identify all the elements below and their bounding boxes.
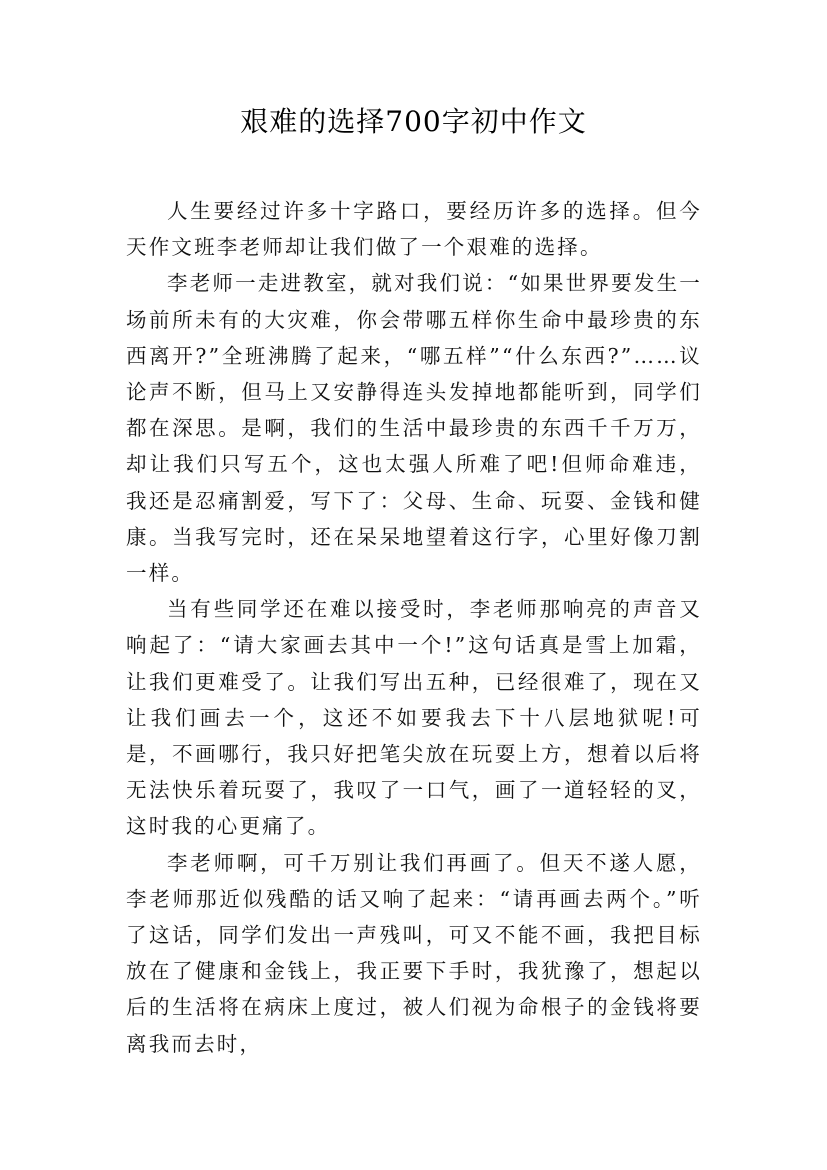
paragraph-4: 李老师啊，可千万别让我们再画了。但天不遂人愿，李老师那近似残酷的话又响了起来：“请再画去两个。”听了这话，同学们发出一声残叫，可又不能不画，我把目标放在了健康和金钱上，我正要下手时，我犹豫了，想起以后的生活将在病床上度过，被人们视为命根子的金钱将要离我而去时， (126, 850, 702, 1056)
document-body (126, 193, 702, 1062)
document-title: 艰难的选择700字初中作文 (240, 105, 587, 138)
paragraph-3: 当有些同学还在难以接受时，李老师那响亮的声音又响起了：“请大家画去其中一个!”这句话真是雪上加霜，让我们更难受了。让我们写出五种，已经很难了，现在又让我们画去一个，这还不如要我去下十八层地狱呢!可是，不画哪行，我只好把笔尖放在玩耍上方，想着以后将无法快乐着玩耍了，我叹了一口气，画了一道轻轻的叉，这时我的心更痛了。 (126, 597, 702, 839)
paragraph-1: 人生要经过许多十字路口，要经历许多的选择。但今天作文班李老师却让我们做了一个艰难的选择。 (126, 199, 702, 260)
paragraph-2: 李老师一走进教室，就对我们说：“如果世界要发生一场前所未有的大灾难，你会带哪五样你生命中最珍贵的东西离开?”全班沸腾了起来，“哪五样”“什么东西?”……议论声不断，但马上又安静得连头发掉地都能听到，同学们都在深思。是啊，我们的生活中最珍贵的东西千千万万，却让我们只写五个，这也太强人所难了吧!但师命难违，我还是忍痛割爱，写下了：父母、生命、玩耍、金钱和健康。当我写完时，还在呆呆地望着这行字，心里好像刀割一样。 (126, 271, 702, 586)
